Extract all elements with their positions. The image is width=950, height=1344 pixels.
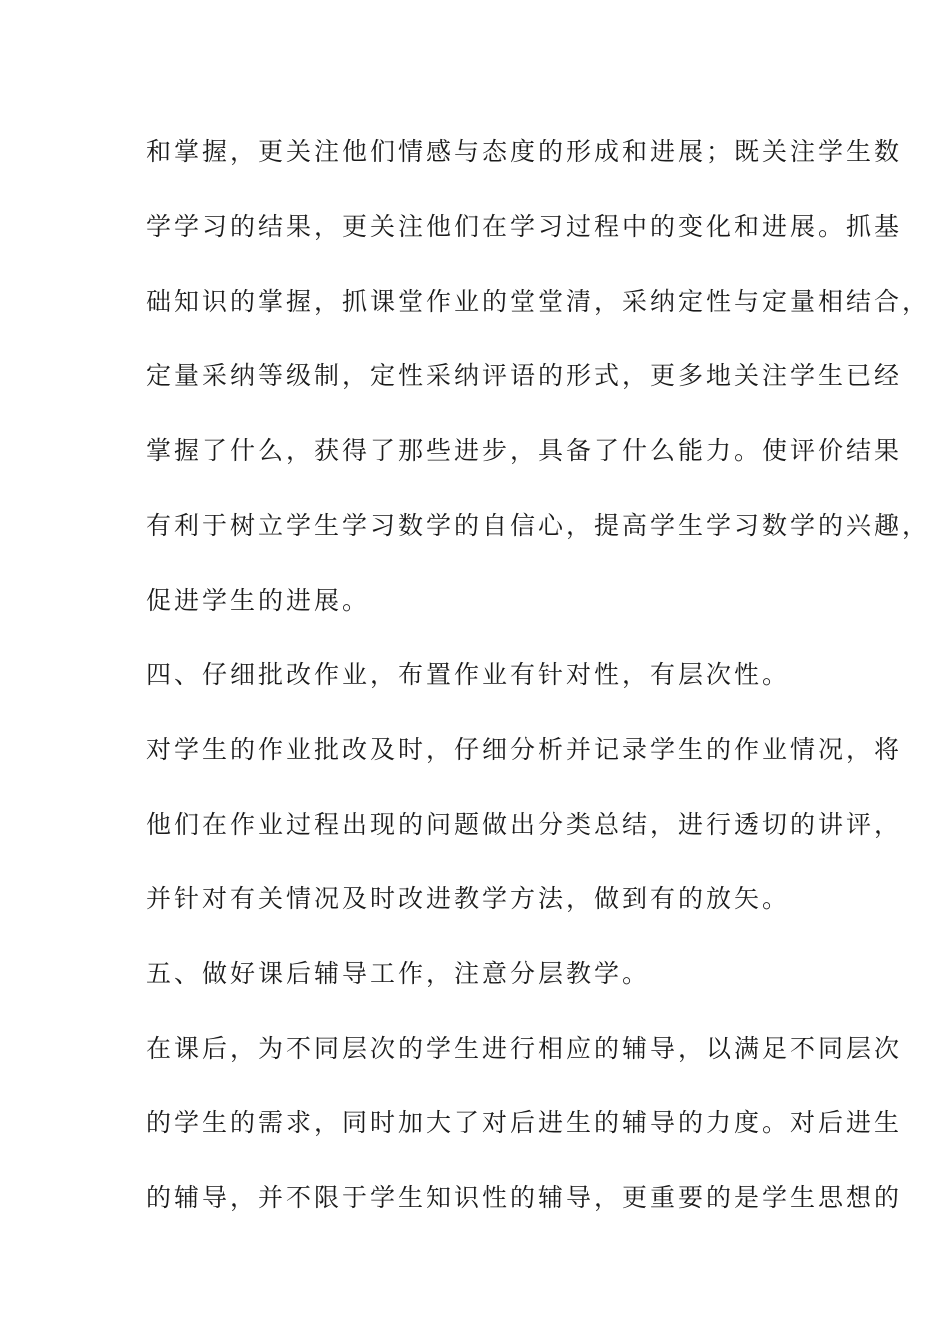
text-line: 础知识的掌握，抓课堂作业的堂堂清，采纳定性与定量相结合， — [146, 287, 931, 316]
text-line: 定量采纳等级制，定性采纳评语的形式，更多地关注学生已经 — [146, 361, 903, 390]
section-heading: 四、仔细批改作业，布置作业有针对性，有层次性。 — [146, 660, 791, 689]
text-line: 学学习的结果，更关注他们在学习过程中的变化和进展。抓基 — [146, 212, 903, 241]
text-line: 促进学生的进展。 — [146, 586, 371, 615]
text-line: 并针对有关情况及时改进教学方法，做到有的放矢。 — [146, 884, 791, 913]
section-heading: 五、做好课后辅导工作，注意分层教学。 — [146, 959, 651, 988]
text-line: 在课后，为不同层次的学生进行相应的辅导，以满足不同层次 — [146, 1034, 903, 1063]
text-line: 掌握了什么，获得了那些进步，具备了什么能力。使评价结果 — [146, 436, 903, 465]
text-line: 和掌握，更关注他们情感与态度的形成和进展；既关注学生数 — [146, 137, 903, 166]
text-line: 的辅导，并不限于学生知识性的辅导，更重要的是学生思想的 — [146, 1183, 903, 1212]
text-line: 有利于树立学生学习数学的自信心，提高学生学习数学的兴趣， — [146, 511, 931, 540]
text-line: 的学生的需求，同时加大了对后进生的辅导的力度。对后进生 — [146, 1108, 903, 1137]
text-line: 对学生的作业批改及时，仔细分析并记录学生的作业情况，将 — [146, 735, 903, 764]
text-line: 他们在作业过程出现的问题做出分类总结，进行透切的讲评， — [146, 810, 903, 839]
